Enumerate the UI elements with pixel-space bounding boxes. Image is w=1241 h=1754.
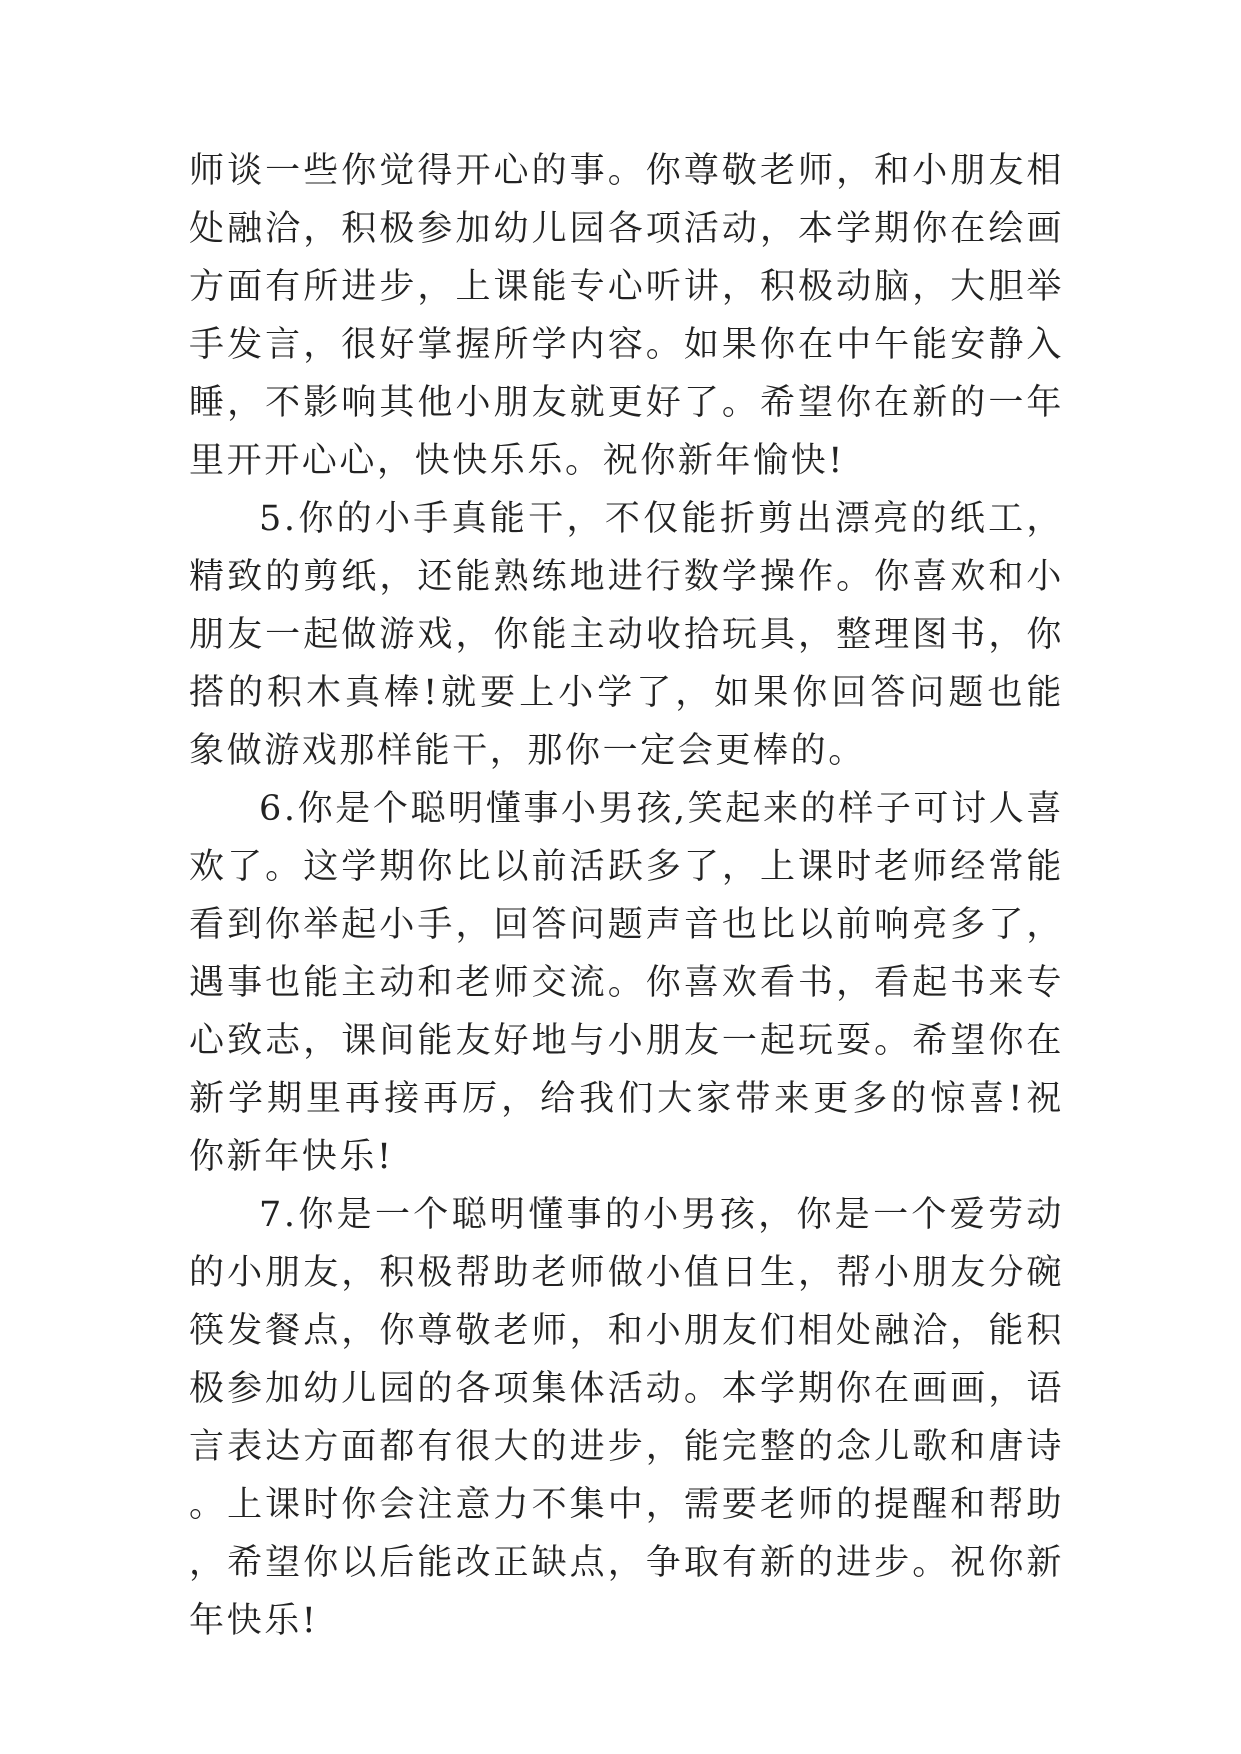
paragraph-item-5: 5.你的小手真能干，不仅能折剪出漂亮的纸工，精致的剪纸，还能熟练地进行数学操作。你喜欢和小朋友一起做游戏，你能主动收拾玩具，整理图书，你搭的积木真棒!就要上小学了，如果你回答问题也能象做游戏那样能干，那你一定会更棒的。 — [189, 499, 1064, 771]
paragraph-item-7: 7.你是一个聪明懂事的小男孩，你是一个爱劳动的小朋友，积极帮助老师做小值日生，帮小朋友分碗筷发餐点，你尊敬老师，和小朋友们相处融洽，能积极参加幼儿园的各项集体活动。本学期你在画画，语言表达方面都有很大的进步，能完整的念儿歌和唐诗。上课时你会注意力不集中，需要老师的提醒和帮助，希望你以后能改正缺点，争取有新的进步。祝你新年快乐! — [189, 1195, 1064, 1641]
document-body — [189, 142, 1064, 1650]
paragraph-continued: 师谈一些你觉得开心的事。你尊敬老师，和小朋友相处融洽，积极参加幼儿园各项活动，本学期你在绘画方面有所进步，上课能专心听讲，积极动脑，大胆举手发言，很好掌握所学内容。如果你在中午能安静入睡，不影响其他小朋友就更好了。希望你在新的一年里开开心心，快快乐乐。祝你新年愉快! — [189, 151, 1064, 481]
paragraph-item-6: 6.你是个聪明懂事小男孩,笑起来的样子可讨人喜欢了。这学期你比以前活跃多了，上课时老师经常能看到你举起小手，回答问题声音也比以前响亮多了，遇事也能主动和老师交流。你喜欢看书，看起书来专心致志，课间能友好地与小朋友一起玩耍。希望你在新学期里再接再厉，给我们大家带来更多的惊喜!祝你新年快乐! — [189, 789, 1064, 1177]
